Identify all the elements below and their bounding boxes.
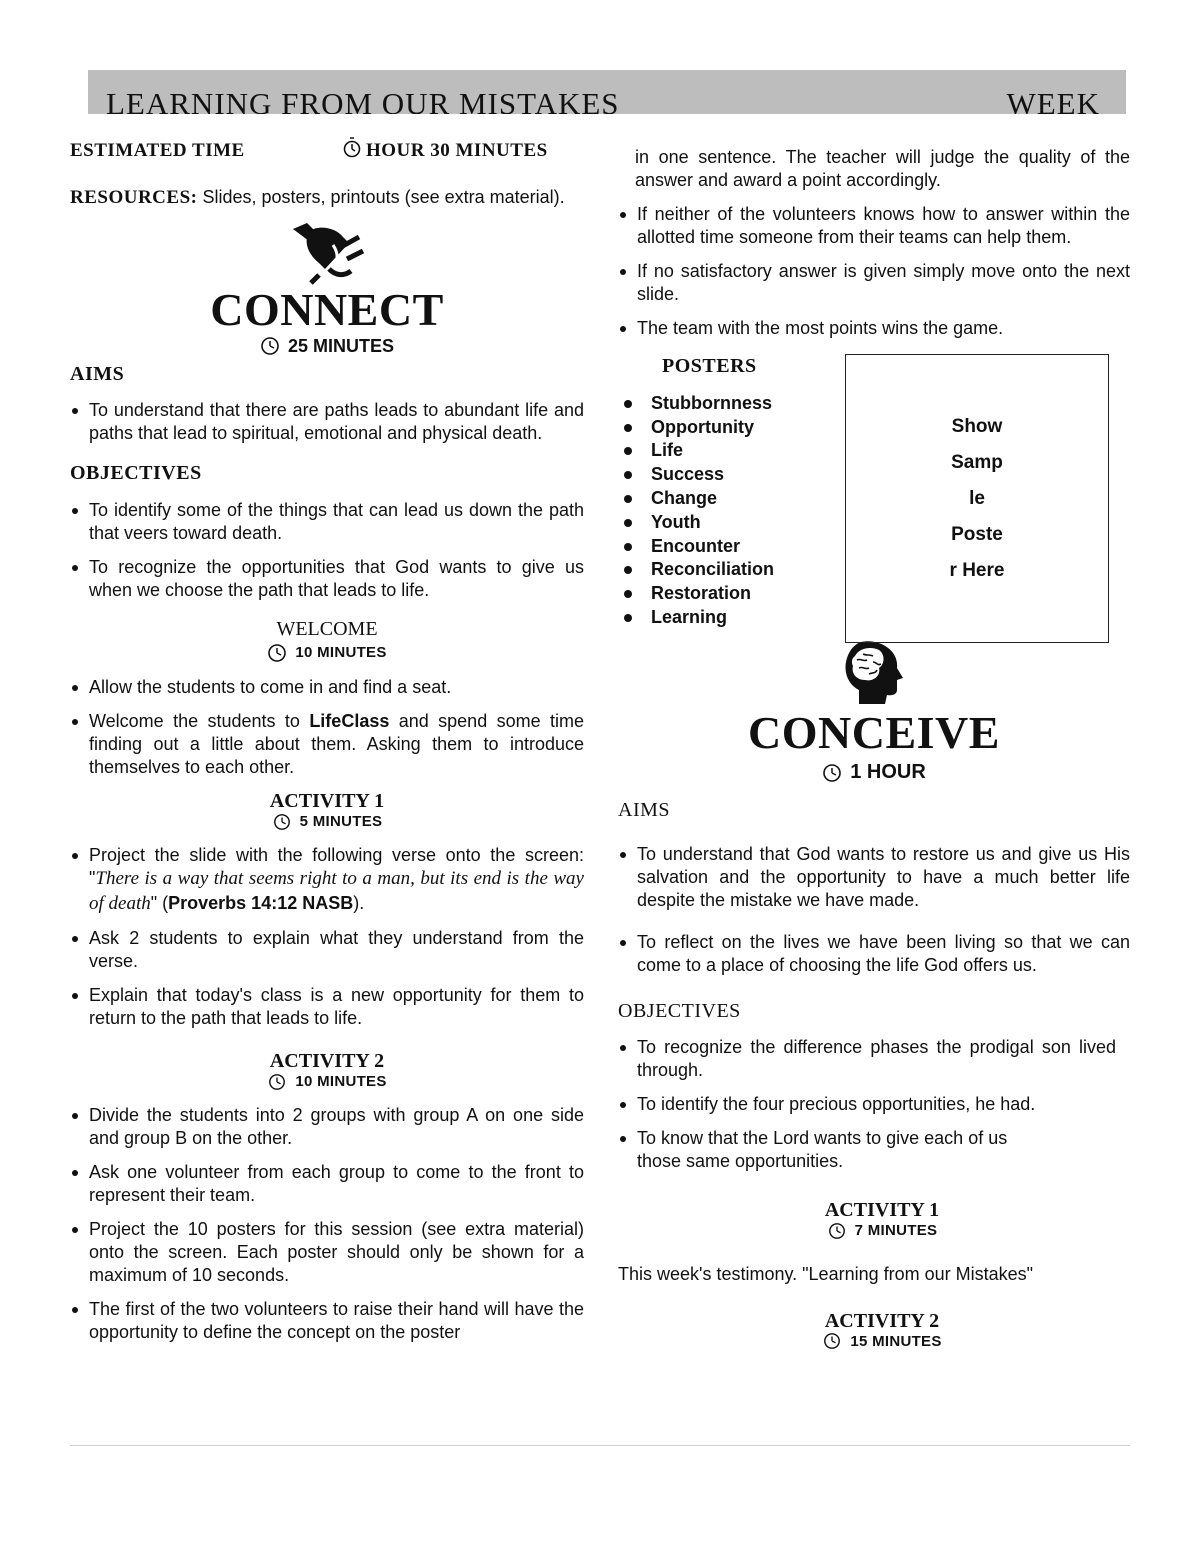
verse-quote: There is a way that seems right to a man, but its end is the way of death — [89, 868, 584, 914]
activity2-list — [70, 1104, 584, 1344]
list-item: To identify the four precious opportunities, he had. — [618, 1093, 1130, 1116]
resources — [70, 184, 584, 213]
header-title: LEARNING FROM OUR MISTAKES — [106, 86, 620, 114]
conceive-icon-box — [618, 640, 1130, 706]
activity1-list — [70, 844, 584, 1030]
clock-icon — [342, 135, 362, 166]
list-item: Explain that today's class is a new opportunity for them to return to the path that leads to life. — [70, 984, 584, 1030]
clock-icon — [260, 336, 280, 356]
clock-icon — [267, 1073, 287, 1091]
poster-item: Youth — [618, 511, 838, 535]
list-item: Ask one volunteer from each group to come to the front to represent their team. — [70, 1161, 584, 1207]
text-run: ). — [353, 892, 365, 913]
list-item: To know that the Lord wants to give each of us those same opportunities. — [618, 1127, 1130, 1173]
activity1-heading: ACTIVITY 1 — [824, 1199, 940, 1222]
activity2-duration-row — [70, 1072, 584, 1091]
activity1-duration: 7 MINUTES — [854, 1222, 938, 1240]
list-item — [70, 710, 584, 779]
list-item: Divide the students into 2 groups with group A on one side and group B on the other. — [70, 1104, 584, 1150]
list-item: To recognize the difference phases the prodigal son lived through. — [618, 1036, 1130, 1082]
poster-item: Life — [618, 439, 838, 463]
resources-text: Slides, posters, printouts (see extra material). — [197, 187, 565, 207]
clock-icon — [822, 1332, 842, 1350]
posters-section — [618, 354, 1130, 646]
plug-icon — [289, 219, 365, 285]
list-item: If no satisfactory answer is given simply move onto the next slide. — [618, 260, 1130, 306]
objectives-list — [70, 499, 584, 602]
list-item: Allow the students to come in and find a seat. — [70, 676, 584, 699]
list-item: To reflect on the lives we have been living so that we can come to a place of choosing the life God offers us. — [618, 931, 1130, 977]
poster-item: Change — [618, 487, 838, 511]
list-item: The first of the two volunteers to raise their hand will have the opportunity to define the concept on the poster — [70, 1298, 584, 1344]
text-run: and spend some time finding out a little about them. Asking them to introduce themselves to each other. — [89, 710, 584, 777]
lifeclass-bold: LifeClass — [309, 710, 390, 731]
list-item: To identify some of the things that can lead us down the path that veers toward death. — [70, 499, 584, 545]
sample-poster-line: le — [969, 487, 985, 509]
footer-divider — [70, 1445, 1130, 1446]
text-run: " ( — [150, 892, 169, 913]
posters-list — [618, 354, 838, 630]
aims-list — [618, 843, 1130, 976]
verse-reference: Proverbs 14:12 NASB — [168, 892, 354, 913]
list-item: The team with the most points wins the game. — [618, 317, 1130, 340]
posters-items — [618, 392, 838, 630]
objectives-list — [618, 1036, 1130, 1173]
sample-poster-line: Poste — [951, 523, 1003, 545]
activity1-duration-row — [618, 1221, 1130, 1240]
head-brain-icon — [839, 640, 909, 706]
aims-heading: AIMS — [70, 362, 125, 385]
activity1-duration-row — [70, 812, 584, 831]
objectives-heading: OBJECTIVES — [618, 999, 741, 1022]
poster-item: Reconciliation — [618, 558, 838, 582]
list-item — [70, 844, 584, 916]
connect-icon-box — [70, 219, 584, 285]
connect-duration: 25 MINUTES — [287, 335, 395, 356]
poster-item: Restoration — [618, 582, 838, 606]
poster-item: Learning — [618, 606, 838, 630]
welcome-duration: 10 MINUTES — [295, 644, 387, 662]
left-column — [70, 138, 584, 1355]
poster-item: Stubbornness — [618, 392, 838, 416]
text-run: Welcome the students to — [89, 710, 310, 731]
sample-poster-line: Show — [951, 415, 1003, 437]
activity2-heading: ACTIVITY 2 — [824, 1309, 940, 1332]
header-week-label: WEEK — [1006, 86, 1100, 114]
list-item: Ask 2 students to explain what they understand from the verse. — [70, 927, 584, 973]
header-bar — [88, 70, 1126, 114]
conceive-duration-row — [618, 760, 1130, 786]
testimony-text: This week's testimony. "Learning from our Mistakes" — [618, 1263, 1034, 1284]
conceive-duration: 1 HOUR — [850, 761, 926, 784]
poster-item: Encounter — [618, 535, 838, 559]
poster-item: Opportunity — [618, 416, 838, 440]
welcome-duration-row — [70, 643, 584, 663]
estimated-time-label: ESTIMATED TIME — [70, 139, 245, 161]
clock-icon — [827, 1222, 847, 1240]
aims-list — [70, 399, 584, 445]
welcome-heading: WELCOME — [276, 617, 378, 640]
aims-heading: AIMS — [618, 798, 671, 821]
posters-heading: POSTERS — [662, 355, 757, 378]
clock-icon — [267, 643, 287, 663]
activity2-duration-row — [618, 1332, 1130, 1351]
right-column — [618, 146, 1130, 1351]
text-run: Project the slide with the following verse onto the screen: " — [89, 845, 584, 889]
welcome-list — [70, 676, 584, 779]
activity1-duration: 5 MINUTES — [299, 813, 383, 831]
activity2-duration: 10 MINUTES — [295, 1073, 387, 1090]
list-item: To understand that there are paths leads to abundant life and paths that lead to spiritual, emotional and physical death. — [70, 399, 584, 445]
sample-poster-line: r Here — [949, 559, 1005, 581]
list-item: To recognize the opportunities that God wants to give us when we choose the path that leads to life. — [70, 556, 584, 602]
connect-duration-row — [70, 335, 584, 358]
list-item: To understand that God wants to restore us and give us His salvation and the opportunity to have a much better life despite the mistake we have made. — [618, 843, 1130, 912]
conceive-title: CONCEIVE — [748, 707, 1000, 759]
estimated-time-value: HOUR 30 MINUTES — [366, 139, 548, 161]
continued-list — [618, 146, 1130, 340]
activity1-heading: ACTIVITY 1 — [269, 790, 385, 813]
list-item: Project the 10 posters for this session (see extra material) onto the screen. Each poster should only be shown for a maximum of 10 seconds. — [70, 1218, 584, 1287]
connect-title: CONNECT — [210, 283, 444, 335]
sample-poster-box — [845, 354, 1109, 643]
sample-poster-line: Samp — [951, 451, 1003, 473]
resources-label: RESOURCES: — [70, 187, 198, 208]
poster-item: Success — [618, 463, 838, 487]
list-item: in one sentence. The teacher will judge the quality of the answer and award a point accordingly. — [635, 147, 1130, 191]
clock-icon — [272, 813, 292, 831]
activity2-duration: 15 MINUTES — [850, 1332, 942, 1350]
list-item: If neither of the volunteers knows how to answer within the allotted time someone from their teams can help them. — [618, 203, 1130, 249]
objectives-heading: OBJECTIVES — [70, 462, 202, 485]
estimated-time-row — [70, 138, 584, 164]
clock-icon — [822, 763, 842, 783]
activity2-heading: ACTIVITY 2 — [269, 1050, 385, 1072]
